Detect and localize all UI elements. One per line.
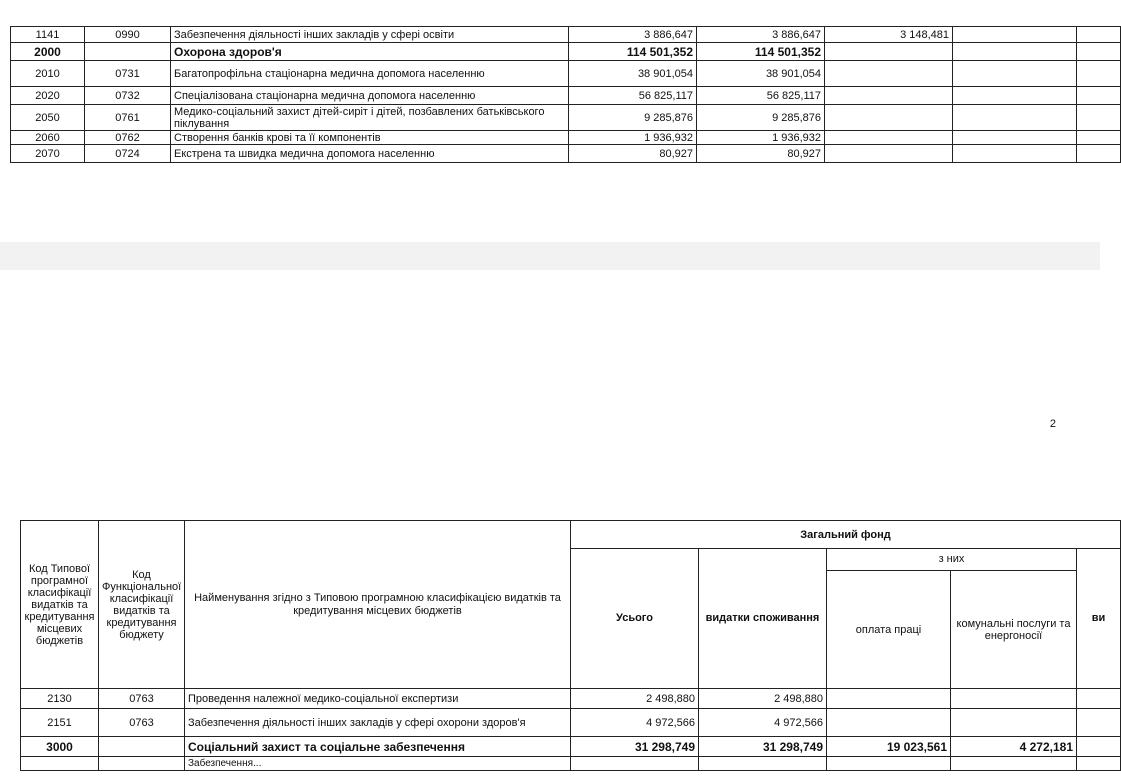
cell-utilities	[953, 87, 1077, 105]
cell-program-code: 2151	[21, 709, 99, 737]
cell-consumption: 80,927	[697, 145, 825, 163]
cell-program-code: 2060	[11, 131, 85, 145]
cell-cut	[1077, 145, 1121, 163]
cell-name-partial: Забезпечення...	[185, 757, 571, 771]
header-total: Усього	[571, 549, 699, 689]
cell-utilities	[953, 105, 1077, 131]
header-general-fund: Загальний фонд	[571, 521, 1121, 549]
cell-cut	[1077, 105, 1121, 131]
cell-utilities	[953, 27, 1077, 43]
cell-function-code: 0732	[85, 87, 171, 105]
cell-cut	[1077, 27, 1121, 43]
cell-program-code: 3000	[21, 737, 99, 757]
cell-total: 3 886,647	[569, 27, 697, 43]
table-row	[11, 131, 1121, 145]
cell-partial	[21, 757, 99, 771]
cell-salary	[825, 87, 953, 105]
cell-total: 80,927	[569, 145, 697, 163]
cell-name: Соціальний захист та соціальне забезпечення	[185, 737, 571, 757]
cell-consumption: 31 298,749	[699, 737, 827, 757]
document-page-1	[0, 0, 1100, 242]
header-func: Код Функціональної класифікації видатків та кредитування бюджету	[99, 521, 185, 689]
cell-cut	[1077, 737, 1121, 757]
cell-salary	[825, 43, 953, 61]
cell-total: 114 501,352	[569, 43, 697, 61]
cell-cut	[1077, 43, 1121, 61]
cell-program-code: 2020	[11, 87, 85, 105]
cell-function-code: 0763	[99, 689, 185, 709]
cell-utilities	[953, 43, 1077, 61]
cell-consumption: 3 886,647	[697, 27, 825, 43]
cell-consumption: 1 936,932	[697, 131, 825, 145]
cell-function-code: 0731	[85, 61, 171, 87]
cell-name: Медико-соціальний захист дітей-сиріт і дітей, позбавлених батьківського піклування	[171, 105, 569, 131]
cell-consumption: 4 972,566	[699, 709, 827, 737]
cell-cut	[1077, 131, 1121, 145]
cell-name: Екстрена та швидка медична допомога населенню	[171, 145, 569, 163]
cell-name: Багатопрофільна стаціонарна медична допомога населенню	[171, 61, 569, 87]
cell-utilities	[953, 145, 1077, 163]
cell-salary	[825, 61, 953, 87]
cell-partial	[1077, 757, 1121, 771]
cell-program-code: 2130	[21, 689, 99, 709]
cell-utilities	[953, 131, 1077, 145]
cell-name: Забезпечення діяльності інших закладів у сфері освіти	[171, 27, 569, 43]
cell-consumption: 38 901,054	[697, 61, 825, 87]
table-row	[21, 689, 1121, 709]
cell-total: 9 285,876	[569, 105, 697, 131]
cell-total: 2 498,880	[571, 689, 699, 709]
cell-name: Проведення належної медико-соціальної експертизи	[185, 689, 571, 709]
cell-total: 4 972,566	[571, 709, 699, 737]
cell-function-code: 0763	[99, 709, 185, 737]
cell-utilities	[953, 61, 1077, 87]
cell-program-code: 2050	[11, 105, 85, 131]
cell-name: Спеціалізована стаціонарна медична допомога населенню	[171, 87, 569, 105]
cell-salary	[825, 131, 953, 145]
budget-table-top	[10, 26, 1121, 163]
table-row	[11, 145, 1121, 163]
cell-cut	[1077, 689, 1121, 709]
cell-partial	[571, 757, 699, 771]
header-of-which: з них	[827, 549, 1077, 571]
table-row	[11, 61, 1121, 87]
document-page-2	[0, 270, 1106, 778]
header-code: Код Типової програмної класифікації видатків та кредитування місцевих бюджетів	[21, 521, 99, 689]
cell-salary: 19 023,561	[827, 737, 951, 757]
cell-consumption: 9 285,876	[697, 105, 825, 131]
cell-partial	[99, 757, 185, 771]
table-row	[21, 737, 1121, 757]
header-consumption: видатки споживання	[699, 549, 827, 689]
cell-salary: 3 148,481	[825, 27, 953, 43]
cell-program-code: 2010	[11, 61, 85, 87]
cell-program-code: 2070	[11, 145, 85, 163]
cell-program-code: 2000	[11, 43, 85, 61]
table-row	[11, 43, 1121, 61]
cell-cut	[1077, 87, 1121, 105]
cell-name: Забезпечення діяльності інших закладів у сфері охорони здоров'я	[185, 709, 571, 737]
cell-consumption: 114 501,352	[697, 43, 825, 61]
cell-function-code: 0761	[85, 105, 171, 131]
cell-utilities	[951, 689, 1077, 709]
table-row	[11, 87, 1121, 105]
cell-salary	[827, 709, 951, 737]
cell-total: 31 298,749	[571, 737, 699, 757]
header-name: Найменування згідно з Типовою програмною класифікацією видатків та кредитування місцевих бюджетів	[185, 521, 571, 689]
cell-salary	[825, 105, 953, 131]
cell-consumption: 2 498,880	[699, 689, 827, 709]
budget-table-bottom	[20, 520, 1121, 771]
cell-program-code: 1141	[11, 27, 85, 43]
header-salary: оплата праці	[827, 571, 951, 689]
cell-utilities: 4 272,181	[951, 737, 1077, 757]
cell-name: Охорона здоров'я	[171, 43, 569, 61]
cell-cut	[1077, 61, 1121, 87]
cell-cut	[1077, 709, 1121, 737]
cell-function-code: 0724	[85, 145, 171, 163]
cell-function-code	[85, 43, 171, 61]
cell-consumption: 56 825,117	[697, 87, 825, 105]
header-cut-column: ви	[1077, 549, 1121, 689]
cell-function-code	[99, 737, 185, 757]
table-row	[21, 709, 1121, 737]
cell-total: 1 936,932	[569, 131, 697, 145]
cell-total: 38 901,054	[569, 61, 697, 87]
cell-salary	[825, 145, 953, 163]
header-utilities: комунальні послуги та енергоносії	[951, 571, 1077, 689]
cell-partial	[827, 757, 951, 771]
cell-name: Створення банків крові та її компонентів	[171, 131, 569, 145]
cell-function-code: 0762	[85, 131, 171, 145]
cell-utilities	[951, 709, 1077, 737]
cell-total: 56 825,117	[569, 87, 697, 105]
cell-salary	[827, 689, 951, 709]
table-row	[11, 27, 1121, 43]
page-number: 2	[1049, 418, 1056, 430]
table-row	[11, 105, 1121, 131]
table-row-partial	[21, 757, 1121, 771]
page-separator	[0, 242, 1100, 270]
cell-function-code: 0990	[85, 27, 171, 43]
cell-partial	[951, 757, 1077, 771]
cell-partial	[699, 757, 827, 771]
